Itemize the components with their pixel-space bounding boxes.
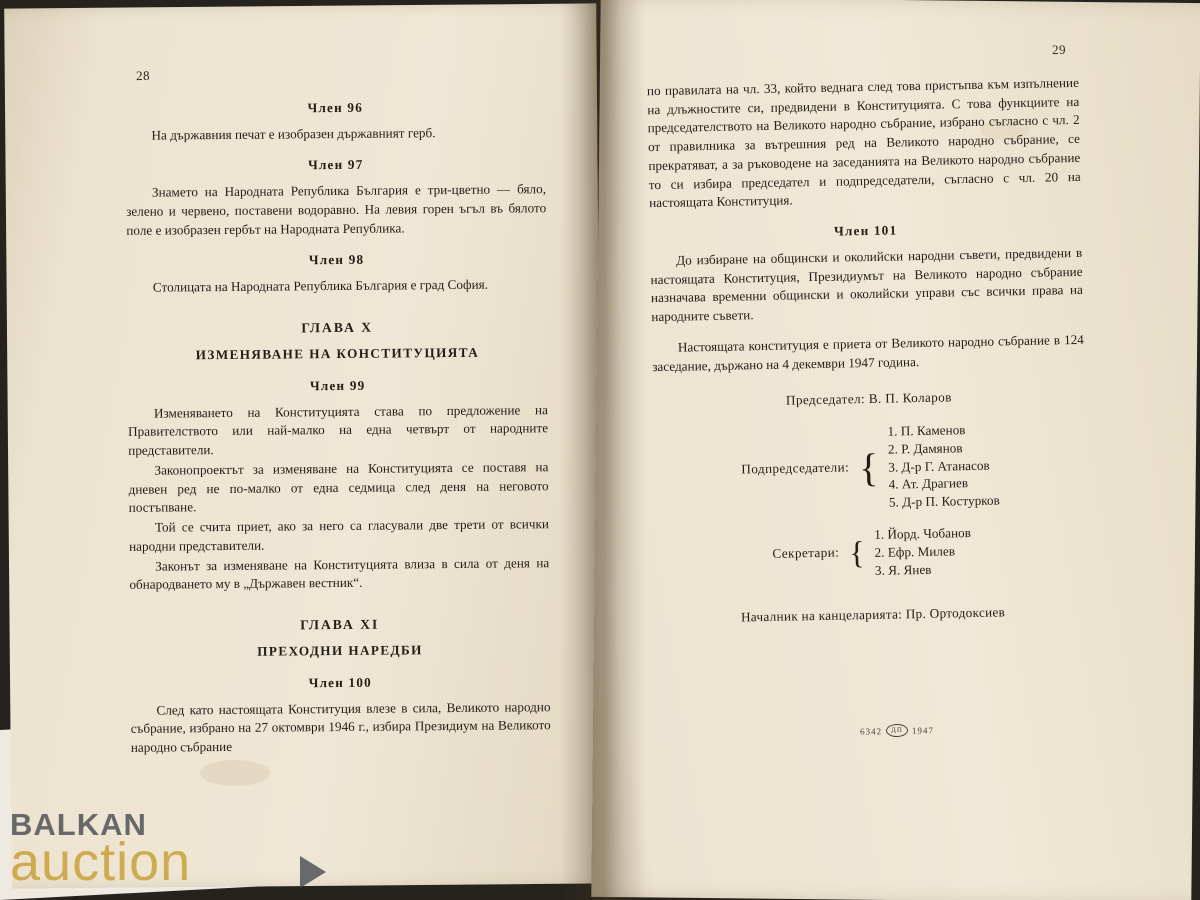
watermark-line-2: auction bbox=[10, 831, 192, 892]
printer-right-code: 1947 bbox=[911, 724, 935, 736]
chapter-subtitle: ИЗМЕНЯВАНЕ НА КОНСТИТУЦИЯТА bbox=[195, 344, 480, 363]
chapter-heading: ГЛАВА X bbox=[301, 319, 374, 336]
article-paragraph: Законът за изменяване на Конституцията влиза в сила от деня на обнародването му в „Държавен вестник“. bbox=[129, 554, 550, 593]
chapter-heading: ГЛАВА XI bbox=[300, 616, 380, 633]
secretaries-names bbox=[874, 524, 972, 579]
chapter-subtitle: ПРЕХОДНИ НАРЕДБИ bbox=[257, 642, 423, 659]
list-item: 4. Ат. Драгиев bbox=[888, 475, 969, 493]
right-page-text bbox=[647, 74, 1089, 628]
list-item: 5. Д-р П. Костурков bbox=[888, 492, 1000, 510]
printer-left-code: 6342 bbox=[859, 725, 883, 737]
list-item: 2. Ефр. Милев bbox=[874, 543, 956, 560]
article-paragraph: Знамето на Народната Република България е три-цветно — бяло, зелено и червено, поставени водоравно. На левия горен ъгъл въ бялото поле е изобразен гербът на Народната Република. bbox=[126, 181, 547, 238]
article-paragraph: Законопроектът за изменяване на Конституцията се поставя на дневен ред не по-малко от една седмица след деня на неговото постъпване. bbox=[128, 459, 549, 516]
article-heading: Член 97 bbox=[307, 157, 364, 173]
brace-glyph: { bbox=[848, 534, 865, 571]
left-page-text bbox=[125, 84, 551, 759]
printer-mark bbox=[860, 723, 934, 737]
article-heading: Член 101 bbox=[833, 222, 898, 239]
secretaries-label: Секретари: bbox=[772, 545, 840, 562]
article-paragraph: След като настоящата Конституция влезе в сила, Великото народно събрание, избрано на 27 октомври 1946 г., избира Президиум на Великото народно събрание bbox=[130, 698, 551, 756]
adoption-paragraph: Настоящата конституция е приета от Великото народно събрание в 124 заседание, държано на 4 декември 1947 година. bbox=[652, 331, 1084, 374]
article-paragraph: Изменяването на Конституцията става по предложение на Правителството или най-малко на една четвърт от народните представители. bbox=[128, 401, 549, 458]
list-item: 2. Р. Дамянов bbox=[887, 440, 963, 457]
list-item: 3. Я. Янев bbox=[874, 561, 932, 578]
vice-chairmen-names bbox=[887, 421, 1000, 512]
article-heading: Член 98 bbox=[308, 252, 365, 268]
list-item: 1. Йорд. Чобанов bbox=[874, 525, 972, 542]
chancellery-head-line: Началник на канцеларията: Пр. Ортодоксиев bbox=[740, 603, 1006, 625]
list-item: 1. П. Каменов bbox=[887, 422, 966, 439]
article-heading: Член 96 bbox=[307, 99, 364, 116]
watermark-arrow-icon bbox=[300, 856, 326, 888]
continued-paragraph: по правилата на чл. 33, който веднага след това пристъпва към изпълнение на длъжностите си, предвидени в Конституцията. С това функциите на председателството на Великото народно събрание, избрано съгласно с чл. 2 от правилника за вътрешния ред на Великото народно събрание, се прекратяват, а за ръководене на заседанията на Великото народно събрание то си избира председател и подпредседатели, съгласно с чл. 20 на настоящата Конституция. bbox=[646, 74, 1081, 211]
article-heading: Член 100 bbox=[308, 674, 372, 691]
vice-chairmen-block bbox=[653, 419, 1087, 516]
watermark-line-1: BALKAN bbox=[10, 806, 147, 842]
secretaries-block bbox=[655, 522, 1088, 584]
article-paragraph: На държавния печат е изобразен държавният герб. bbox=[151, 124, 436, 143]
article-paragraph: Той се счита приет, ако за него са гласували две трети от всички народни представители. bbox=[129, 516, 549, 554]
page-number-right: 29 bbox=[1051, 41, 1067, 58]
brace-glyph: { bbox=[858, 444, 879, 490]
chairman-signature: Председател: В. П. Коларов bbox=[785, 389, 952, 408]
article-paragraph: До избиране на общински и околийски народни съвети, предвидени в настоящата Конституция, Президиумът на Великото народно събрание назначава временни общински и околийски управи със всички права на народните съвети. bbox=[650, 244, 1084, 325]
article-heading: Член 99 bbox=[309, 377, 366, 394]
article-paragraph: Столицата на Народната Република България е град София. bbox=[152, 276, 489, 295]
page-number-left: 28 bbox=[135, 67, 151, 84]
vice-chairmen-label: Подпредседатели: bbox=[741, 459, 850, 477]
list-item: 3. Д-р Г. Атанасов bbox=[888, 457, 990, 475]
printer-oval-icon: ДП bbox=[886, 724, 908, 737]
